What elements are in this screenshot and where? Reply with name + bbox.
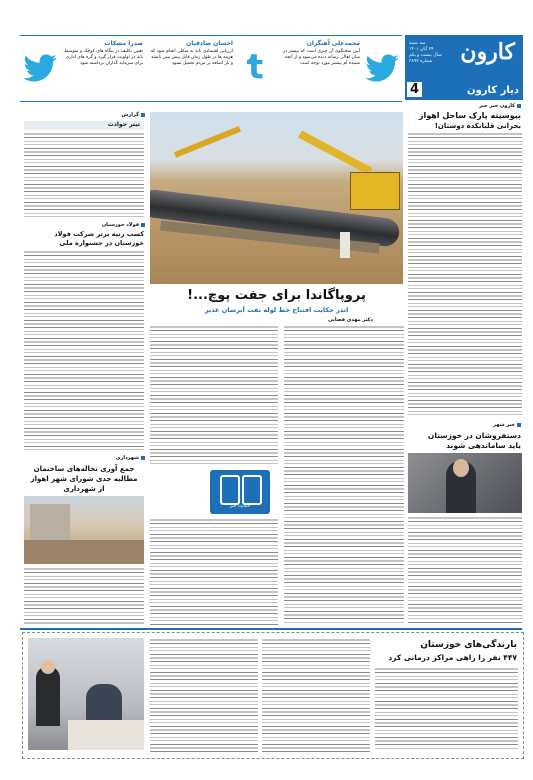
page-number: 4 — [407, 82, 422, 97]
officials-title-2: باید ساماندهی شوند — [446, 441, 521, 450]
lead-title: پروپاگاندا برای جفت پوچ...! — [187, 288, 366, 303]
lead-body-right — [284, 325, 404, 625]
official-face — [453, 459, 469, 477]
twitter-icon — [22, 50, 58, 86]
short-news-body — [24, 132, 144, 217]
patient-figure — [86, 684, 122, 724]
section-label-council: شهرداری — [116, 455, 145, 461]
twitter-icon — [364, 50, 400, 86]
health-title-1: بارندگی‌های خوزستان — [420, 640, 517, 650]
park-article-subtitle: بحرانی قلبانکده دوستان! — [434, 122, 521, 130]
council-body — [24, 567, 144, 625]
health-body-mid2 — [150, 638, 258, 752]
rubble — [24, 540, 144, 564]
council-title-2: مطالبه جدی شورای شهر اهواز — [30, 475, 138, 483]
short-news-title: تیتر حوادث — [107, 121, 140, 128]
phone-graphic — [210, 470, 270, 514]
columnist-2-name: احسان صادقیان — [186, 40, 233, 47]
officials-body — [408, 516, 522, 624]
building — [30, 504, 70, 544]
issue-year: سال بیست و یکم — [409, 53, 442, 58]
phone-label: حکایت خبر — [229, 504, 251, 509]
masthead-logo: کارون — [460, 39, 515, 65]
issue-day: سه شنبه — [409, 41, 426, 46]
columnist-1-name: محمدعلی آهنگران — [306, 40, 360, 47]
nurse-figure — [36, 666, 60, 726]
council-title-1: جمع آوری نخاله‌های ساختمان — [33, 465, 135, 473]
excavator-arm-2 — [174, 126, 241, 158]
lead-subtitle: اندر حکایت افتتاح خط لوله نفت آبرسان غدیر — [204, 306, 349, 314]
park-article-title: بیوسیته پارک ساحل اهواز — [418, 111, 521, 120]
excavator-body — [350, 172, 400, 210]
short-news-header — [24, 121, 144, 130]
lead-byline: دکتر مهدی قصابی — [328, 317, 373, 323]
nurse-face — [41, 660, 55, 674]
bed — [68, 720, 144, 750]
officials-photo — [408, 453, 522, 513]
issue-date: ۲۴ آبان ۱۴۰۱ — [409, 47, 434, 52]
lead-photo — [150, 112, 403, 284]
health-body-mid — [262, 638, 370, 752]
columnist-3 — [22, 40, 147, 98]
section-label-karun: کارون خبر خبر — [479, 103, 521, 109]
issue-number: شماره ۳۸۹۲ — [409, 59, 433, 64]
officials-title-1: دستفروشان در خوزستان — [427, 431, 521, 440]
section-label-short: گزارش — [121, 112, 145, 118]
steel-body — [24, 250, 144, 450]
columnist-1 — [275, 40, 400, 98]
health-body-right — [375, 667, 518, 751]
steel-title: کسب رتبه برتر شرکت فولاد خوزستان در جشنواره ملی — [54, 230, 144, 247]
page-title: دیار کارون — [467, 85, 519, 96]
phone-icon — [220, 475, 240, 505]
columnist-1-text: آیین سخنگوی آن چیزی است که بیشتر در میان اهالی رسانه دیده می‌شود و از آنچه شنیده ام بیشتر مورد توجه است — [282, 49, 360, 66]
issue-info — [409, 41, 443, 65]
phone-icon-2 — [242, 475, 262, 505]
lead-body-left — [150, 325, 278, 467]
columnist-3-name: صدرا مشکات — [104, 40, 143, 47]
lead-body-bottom — [150, 518, 278, 626]
bottom-divider — [20, 628, 522, 630]
council-title-3: از شهرداری — [63, 485, 105, 493]
columnist-2 — [148, 40, 273, 98]
park-article-body — [408, 132, 522, 418]
excavator-arm — [298, 130, 372, 175]
columnist-2-text: ارزیابی اقتصادی باید به شکلی انجام شود که هزینه ها در طول زمان قابل پیش بینی باشند و بار اضافه بر مردم تحمیل نشود — [150, 49, 233, 66]
section-label-steel: فولاد خوزستان — [102, 222, 145, 228]
health-photo — [28, 638, 144, 750]
section-label-city: خبر شهر — [493, 422, 521, 428]
council-photo — [24, 496, 144, 564]
columnist-3-text: تعیین تکلیف در بنگاه های کوچک و متوسط باید در اولویت قرار گیرد و گره های اداری برای سرمایه گذاران برداشته شود — [64, 49, 143, 66]
health-title-2: ۴۴۷ نفر را راهی مراکز درمانی کرد — [388, 653, 517, 662]
worker — [340, 232, 350, 258]
tumblr-icon — [237, 50, 271, 84]
